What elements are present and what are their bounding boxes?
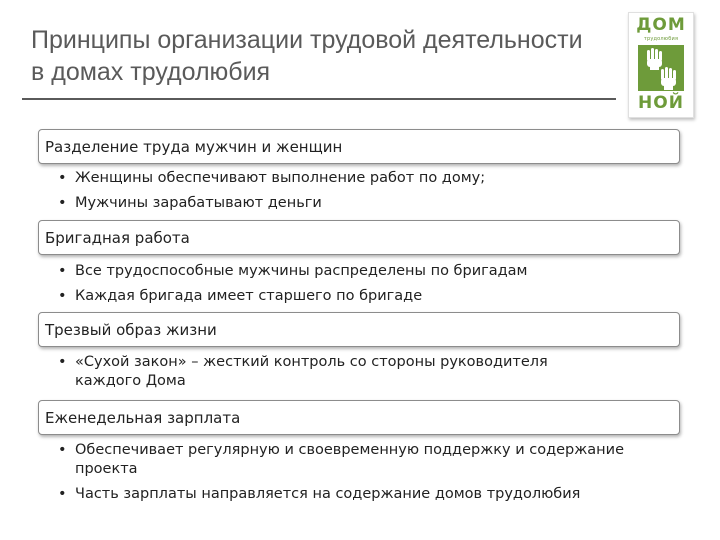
list-item [58, 353, 618, 391]
list-item [58, 169, 678, 188]
bullet-icon: • [58, 288, 67, 304]
section-header-brigade-work: Бригадная работа [38, 220, 680, 255]
logo-top-text: ДОМ [636, 15, 686, 35]
slide-title: Принципы организации трудовой деятельности в домах трудолюбия [31, 26, 583, 86]
bullet-icon: • [58, 442, 67, 458]
bullet-list-sober-lifestyle [58, 353, 618, 397]
bullet-icon: • [58, 195, 67, 211]
logo-hands-panel [638, 45, 684, 91]
bullet-text: Все трудоспособные мужчины распределены по бригадам [75, 263, 528, 279]
dom-noy-logo [628, 12, 694, 118]
list-item [58, 262, 678, 281]
raised-hands-icon [638, 45, 684, 91]
section-header-sober-lifestyle: Трезвый образ жизни [38, 312, 680, 347]
logo-subtitle: трудолюбия [643, 36, 679, 42]
logo-bottom-text: НОЙ [638, 93, 684, 113]
section-header-weekly-salary: Еженедельная зарплата [38, 400, 680, 435]
bullet-text: Обеспечивает регулярную и своевременную поддержку и содержание проекта [75, 442, 625, 477]
bullet-text: Мужчины зарабатывают деньги [75, 195, 322, 211]
list-item [58, 485, 648, 504]
bullet-list-division-of-labor [58, 169, 678, 219]
list-item [58, 287, 678, 306]
list-item [58, 194, 678, 213]
bullet-text: «Сухой закон» – жесткий контроль со стороны руководителя каждого Дома [75, 354, 548, 389]
list-item [58, 441, 648, 479]
bullet-icon: • [58, 354, 67, 370]
bullet-list-brigade-work [58, 262, 678, 312]
bullet-list-weekly-salary [58, 441, 648, 510]
bullet-icon: • [58, 170, 67, 186]
bullet-text: Каждая бригада имеет старшего по бригаде [75, 288, 423, 304]
bullet-icon: • [58, 263, 67, 279]
bullet-icon: • [58, 486, 67, 502]
title-underline [22, 98, 616, 100]
bullet-text: Часть зарплаты направляется на содержание домов трудолюбия [75, 486, 581, 502]
bullet-text: Женщины обеспечивают выполнение работ по дому; [75, 170, 486, 186]
section-header-division-of-labor: Разделение труда мужчин и женщин [38, 129, 680, 164]
